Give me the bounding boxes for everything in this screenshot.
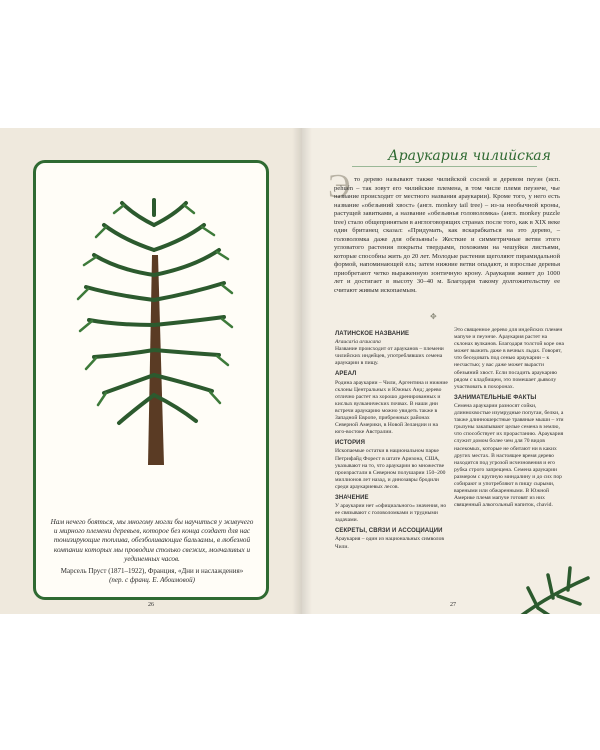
section-heading: ЗАНИМАТЕЛЬНЫЕ ФАКТЫ xyxy=(454,394,537,401)
latin-name: Araucaria araucana xyxy=(335,339,381,346)
section-text: Араукария – один из национальных символов Чили. xyxy=(335,536,445,550)
section-heading: АРЕАЛ xyxy=(335,371,357,378)
section-text: Название происходит от арауканов – племени чилийских индейцев, употреблявших семена араукарии в пищу. xyxy=(335,346,444,367)
facts-column-left xyxy=(335,327,450,551)
section-text: Это священное дерево для индейских племен мапуче и пеуэнче. Араукария растет на склонах вулканов. Благодаря толстой коре она может выжить даже в вечных льдах. Говорят, что беседовать под сенью араукарии – к несчастью; у вас даже может вырасти обезьяний хвост. Если посадить араукарию рядом с кладбищем, это помешает дьяволу участвовать в похоронах. xyxy=(454,327,565,390)
section-text: Семена араукарии разносят сойки, длиннохвостые изумрудные попугаи, белки, а также длинношерстные травяные мыши – эти грызуны закапывают целые семена в землю, что способствует их прорастанию. Араукария служит домом более чем для 70 видов насекомых, которые не обитают ни в каких других местах. В настоящее время дерево находится под угрозой исчезновения и его рубка строго запрещена. Семена араукарии размером с крупную миндалину и до сих пор собирают и употребляют в пищу сырыми, вареными или обжаренными. В Южной Америке племя мапуче готовят из них священный алкогольный напиток, chavid. xyxy=(454,402,564,509)
page-number-right: 27 xyxy=(450,602,456,608)
facts-column-right xyxy=(454,327,564,509)
left-page xyxy=(0,128,302,614)
illustration-card xyxy=(33,160,269,600)
section-heading: ЛАТИНСКОЕ НАЗВАНИЕ xyxy=(335,331,410,337)
section-heading: ИСТОРИЯ xyxy=(335,440,366,447)
section-heading: СЕКРЕТЫ, СВЯЗИ И АССОЦИАЦИИ xyxy=(335,528,443,535)
page-number-left: 26 xyxy=(148,602,154,608)
intro-text: то дерево называют также чилийской сосной и деревом пеуэн (исп. pehuén – так зовут его чилийские племена, в том числе племя пеуэнче, чье название происходит от местного названия араукарии). Кроме того, у него есть название «обезьяний хвост» (англ. monkey tail tree) – из-за необычной кроны, растущей завитками, а название «обезьянья головоломка» (англ. monkey puzzle tree) стало общепринятым в англоговорящих странах после того, как в XIX веке один британец сказал: «Придумать, как вскарабкаться на это дерево, – головоломка даже для обезьяны!» Жесткие и симметричные ветви этого угловатого растения покрыты твердыми, похожими на чешуйки листьями, которые способны жить до 20 лет. Молодые растения щеголяют пирамидальной формой, напоминающей ель; затем нижние ветви опадают, и взрослые деревья приобретают четко выраженную зонтичную крону. Араукария живет до 1000 лет и достигает в высоту 30–40 м. Благодаря такому долгожительству ее считают живым ископаемым. xyxy=(334,176,560,294)
title-underline xyxy=(352,166,537,167)
quote-text: Нам нечего бояться, мы многому могли бы научиться у живучего и мирного племени деревьев, которое без конца создает для нас тонизирующие топлива, обезболивающие бальзамы, в любезной компании которых мы проводим столько свежих, молчаливых и уединенных часов. xyxy=(50,518,254,563)
araucaria-tree-illustration xyxy=(74,195,234,465)
ornament-icon: ✥ xyxy=(430,312,437,321)
book-gutter xyxy=(292,128,312,614)
section-text: У араукарии нет «официального» значения, но ее связывают с головоломками и трудными задачами. xyxy=(335,503,447,524)
section-text: Ископаемые остатки в национальном парке Петрифайд Форест в штате Аризона, США, указывают на то, что араукарии во множестве произрастали в Северном полушарии 150–200 миллионов лет назад, и динозавры бродили среди араукариевых лесов. xyxy=(335,448,446,490)
page-bottom-margin xyxy=(0,614,600,750)
page-title: Араукария чилийская xyxy=(388,148,551,164)
section-heading: ЗНАЧЕНИЕ xyxy=(335,494,369,501)
quote-source xyxy=(48,567,256,585)
section-text: Родина араукарии – Чили, Аргентина и нижние склоны Центральных и Южных Анд; дерево отлично растет на хорошо дренированных и кислых вулканических почвах. В наши дни встречи араукарию можно увидеть также в Западной Европе, прибрежных районах Северной Америки, в Новой Зеландии и на юго-востоке Австралии. xyxy=(335,379,448,436)
drop-cap: Э xyxy=(328,168,351,205)
intro-paragraph xyxy=(334,176,560,295)
quote-translator: (пер. с франц. Е. Абоимовой) xyxy=(109,576,195,584)
quote-author: Марсель Пруст (1871–1922), Франция, «Дни и наслаждения» xyxy=(60,567,244,575)
